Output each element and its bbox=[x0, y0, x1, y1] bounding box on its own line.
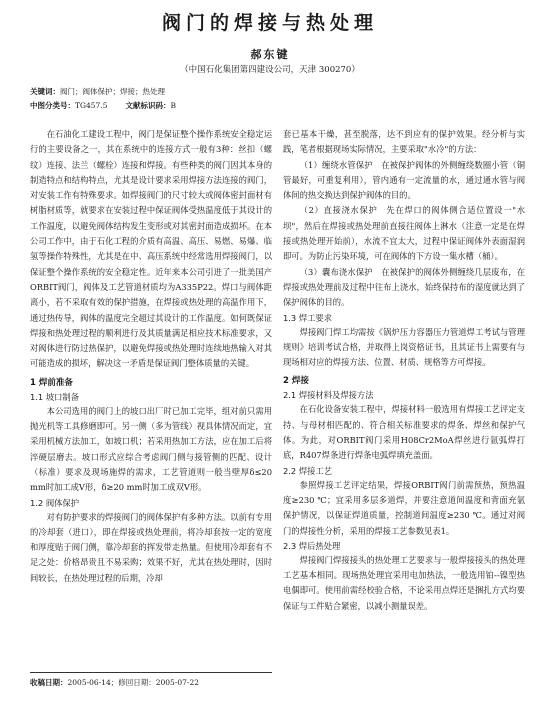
section-2-2-paragraph: 参照焊接工艺评定结果，焊接ORBIT阀门前需预热，预热温度≥230 ℃；宜采用多层多道焊，并要注意道间温度和背面充氩保护情况，以保证焊道质量，控制道间温度≥230 ℃。通过对阀门的焊接性分析，采用的焊接工艺参数见表1。 bbox=[283, 479, 525, 536]
paper-title: 阀门的焊接与热处理 bbox=[161, 12, 378, 34]
section-1-3-paragraph: 焊接阀门焊工均需按《锅炉压力容器压力管道焊工考试与管理规则》培训考试合格，并取得上岗资格证书，且其证书上需要有与现场相对应的焊接方法、位置、材质、规格等方可焊接。 bbox=[283, 326, 525, 368]
class-label: 中图分类号： bbox=[30, 101, 75, 110]
intro-paragraph: 在石油化工建设工程中，阀门是保证整个操作系统安全稳定运行的主要设备之一，其在系统中的连接方式一般有3种：丝扣（螺纹）连接、法兰（螺栓）连接和焊接。有些种类的阀门因其本身的制造特点和结构特点，尤其是设计要求采用焊接方法连接的阀门，对安装工作有特殊要求。如焊接阀门的尺寸较大或阀体密封面材有树脂材质等，就要求在安装过程中保证阀体受热温度低于其设计的工作温度，以避免阀体结构发生变形或对其密封面造成损坏。在本公司工作中，由于石化工程的介质有高温、高压、易燃、易爆、临氢等操作特殊性，尤其是在中、高压系统中经常选用焊接阀门，以保证整个操作系统的安全稳定性。近年来本公司引进了一批美国产ORBIT阀门，阀体及工艺管道材质均为A335P22。焊口与阀体距离小，若不采取有效的保护措施，在焊接或热处理的高温作用下，通过热传导，阀体的温度完全超过其设计的工作温度。如何既保证焊接和热处理过程的顺利进行及其质量满足相应技术标准要求，又对阀体进行防过热保护，以避免焊接或热处理时连续地热输入对其可能造成的损坏，解决这一矛盾是保证阀门整体质量的关键。 bbox=[30, 129, 272, 369]
section-2-2-heading: 2.2 焊接工艺 bbox=[283, 465, 333, 476]
method-1-paragraph: （1）缠绕水管保护 在被保护阀体的外侧缠绕数圈小管（铜管最好，可重复利用），管内通有一定流量的水，通过通水管与阀体间的热交换达到保护阀体的目的。 bbox=[283, 159, 525, 201]
class-value: TG457.5 bbox=[75, 101, 108, 110]
section-2-1-heading: 2.1 焊接材料及焊接方法 bbox=[283, 390, 374, 401]
section-1-1-paragraph: 本公司选用的阀门上的坡口出厂时已加工完毕，组对前只需用抛光机等工具修磨即可。另一侧（多为管线）视具体情况而定，宜采用机械方法加工，如坡口机；若采用热加工方法，应在加工后将淬硬层磨去。坡口形式应综合考虑阀门侧与接管侧的匹配、设计（标准）要求及现场施焊的需求，工艺管道则一般当壁厚δ≤20 mm时加工成V形，δ≥20 mm时加工成双V形。 bbox=[30, 405, 272, 493]
author-name: 郝东键 bbox=[250, 48, 290, 61]
classification-line bbox=[30, 100, 176, 111]
doc-code-value: B bbox=[170, 101, 176, 110]
keywords-label: 关键词： bbox=[30, 87, 60, 96]
section-2-heading: 2 焊接 bbox=[283, 376, 309, 387]
section-2-3-heading: 2.3 焊后热处理 bbox=[283, 540, 341, 551]
section-1-2-paragraph: 对有防护要求的焊接阀门的阀体保护有多种方法。以前有专用的冷却套（进口），即在焊接或热处理前，将冷却套按一定的宽度和厚度贴于阀门侧，靠冷却套的挥发带走热量。但使用冷却套有不足之处：价格昂贵且不易采购；效果不好，尤其在热处理时，因时间较长，在热处理过程的后期，冷却 bbox=[30, 511, 272, 583]
method-2-paragraph: （2）直接浇水保护 先在焊口的阀体侧合适位置设一"水坝"，然后在焊接或热处理前直接往阀体上淋水（注意一定是在焊接或热处理开始前），水流不宜太大，过程中保证阀体外表面湿润即可。为防止污染环境，可在阀体的下方设一集水槽（桶）。 bbox=[283, 205, 525, 262]
right-column bbox=[283, 127, 525, 614]
keywords-value: 阀门；阀体保护；焊接；热处理 bbox=[60, 87, 165, 96]
section-2-3-paragraph: 焊接阀门焊接接头的热处理工艺要求与一般焊接接头的热处理工艺基本相同。现场热处理宜采用电加热法，一般选用铂--镍型热电偶即可。使用前需经校验合格，不论采用点焊还是捆扎方式均要保证与工件贴合紧密，以减小测量误差。 bbox=[283, 554, 525, 611]
received-value: 2005-06-14；修回日期：2005-07-22 bbox=[67, 678, 199, 687]
section-1-heading: 1 焊前准备 bbox=[30, 377, 73, 388]
doc-code-label: 文献标识码： bbox=[125, 101, 171, 110]
section-1-2-heading: 1.2 阀体保护 bbox=[30, 497, 80, 508]
section-1-3-heading: 1.3 焊工要求 bbox=[283, 312, 333, 323]
received-date-footnote bbox=[30, 672, 272, 688]
section-2-1-paragraph: 在石化设备安装工程中，焊接材料一般选用有焊接工艺评定支持、与母材相匹配的、符合相关标准要求的焊条、焊丝和保护气体。为此，对ORBIT阀门采用H08Cr2MoA焊丝进行氩弧焊打底，R407焊条进行焊条电弧焊填充盖面。 bbox=[283, 404, 525, 461]
continued-paragraph: 套已基本干燥，甚至脱落，达不到应有的保护效果。经分析与实践，笔者根据现场实际情况，主要采取"水冷"的方法： bbox=[283, 129, 525, 155]
method-3-paragraph: （3）囊布浇水保护 在被保护的阀体外侧缠绕几层废布，在焊接或热处理前及过程中往布上浇水，始终保持布的湿度就达到了保护阀体的目的。 bbox=[283, 266, 525, 308]
keywords-line bbox=[30, 86, 165, 97]
received-label: 收稿日期： bbox=[30, 678, 68, 687]
left-column bbox=[30, 127, 272, 586]
author-affiliation: （中国石化集团第四建设公司，天津 300270） bbox=[180, 65, 360, 75]
section-1-1-heading: 1.1 坡口制备 bbox=[30, 391, 80, 402]
